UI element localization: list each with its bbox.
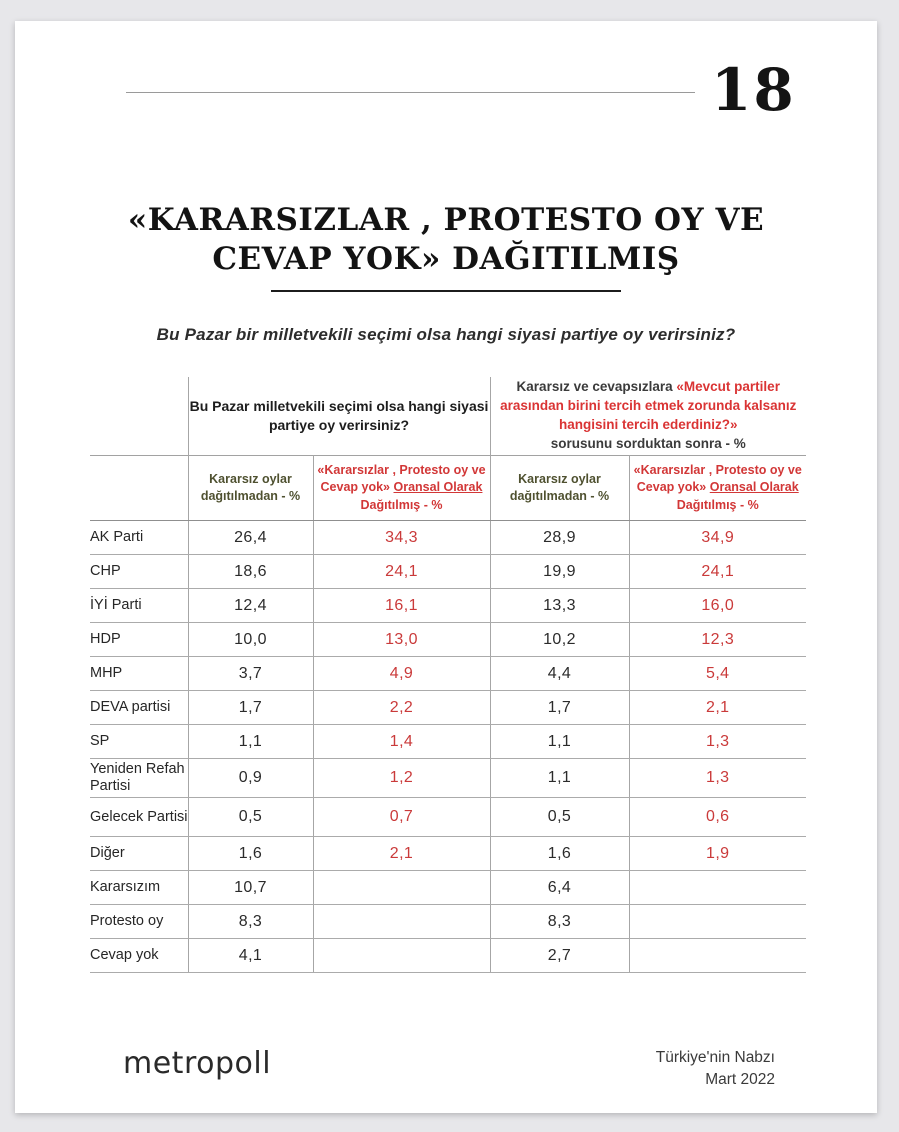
- party-name-cell: CHP: [90, 555, 188, 589]
- column-header-row: [90, 456, 806, 521]
- value-cell: 19,9: [490, 555, 629, 589]
- value-cell-red: 1,3: [629, 759, 806, 798]
- metropoll-logo: metropoll: [123, 1046, 272, 1081]
- party-name-cell: Gelecek Partisi: [90, 798, 188, 837]
- value-cell-red: 1,9: [629, 837, 806, 871]
- group-header-right-suffix: sorusunu sorduktan sonra - %: [550, 435, 746, 451]
- table-row-sp: [90, 725, 806, 759]
- value-cell-red: 24,1: [313, 555, 490, 589]
- question-subtitle: Bu Pazar bir milletvekili seçimi olsa hangi siyasi partiye oy verirsiniz?: [156, 325, 736, 344]
- value-cell: 4,1: [188, 939, 313, 973]
- party-name-cell: SP: [90, 725, 188, 759]
- page-number: 18: [711, 56, 796, 124]
- value-cell: 10,7: [188, 871, 313, 905]
- group-header-right-prefix: Kararsız ve cevapsızlara: [516, 379, 677, 395]
- party-name-cell: İYİ Parti: [90, 589, 188, 623]
- table-row-mhp: [90, 657, 806, 691]
- party-name-cell: DEVA partisi: [90, 691, 188, 725]
- col-header-undistributed-1: Kararsız oylar dağıtılmadan - %: [188, 456, 313, 521]
- value-cell-red: [313, 871, 490, 905]
- value-cell-red: 16,0: [629, 589, 806, 623]
- poll-results-table: [90, 377, 806, 973]
- value-cell: 0,5: [490, 798, 629, 837]
- value-cell: 1,1: [490, 759, 629, 798]
- value-cell: 1,1: [490, 725, 629, 759]
- slide-title-line2: CEVAP YOK» DAĞITILMIŞ: [212, 240, 680, 277]
- slide-title-line1: «KARARSIZLAR , PROTESTO OY VE: [127, 202, 765, 238]
- table-row-protesto-oy: [90, 905, 806, 939]
- table-row-cevap-yok: [90, 939, 806, 973]
- value-cell-red: 12,3: [629, 623, 806, 657]
- value-cell: 1,1: [188, 725, 313, 759]
- value-cell: 8,3: [188, 905, 313, 939]
- party-name-cell: Protesto oy: [90, 905, 188, 939]
- col-header-distributed-2-underlined: Oransal Olarak: [709, 480, 799, 495]
- col-header-distributed-1-underlined: Oransal Olarak: [393, 480, 483, 495]
- value-cell-red: [313, 939, 490, 973]
- party-column-header: [90, 456, 188, 521]
- col-header-distributed-2-tail: Dağıtılmış - %: [676, 497, 759, 512]
- value-cell: 0,9: [188, 759, 313, 798]
- party-name-cell: Kararsızım: [90, 871, 188, 905]
- value-cell-red: 2,2: [313, 691, 490, 725]
- table-row-deva: [90, 691, 806, 725]
- value-cell-red: 16,1: [313, 589, 490, 623]
- party-name-cell: HDP: [90, 623, 188, 657]
- value-cell-red: 0,6: [629, 798, 806, 837]
- value-cell-red: 13,0: [313, 623, 490, 657]
- value-cell-red: [313, 905, 490, 939]
- value-cell-red: 2,1: [313, 837, 490, 871]
- col-header-distributed-2: [629, 456, 806, 521]
- source-date: Mart 2022: [705, 1071, 775, 1089]
- party-name-cell: Diğer: [90, 837, 188, 871]
- group-header-right: [490, 377, 806, 456]
- value-cell-red: 4,9: [313, 657, 490, 691]
- value-cell-red: 5,4: [629, 657, 806, 691]
- table-row-diger: [90, 837, 806, 871]
- group-header-row: [90, 377, 806, 456]
- value-cell: 3,7: [188, 657, 313, 691]
- table-row-yeniden-refah: [90, 759, 806, 798]
- col-header-distributed-1-tail: Dağıtılmış - %: [360, 497, 443, 512]
- col-header-distributed-1: [313, 456, 490, 521]
- value-cell-red: 2,1: [629, 691, 806, 725]
- value-cell-red: 24,1: [629, 555, 806, 589]
- group-header-right-question: «Mevcut partiler arasından birini tercih etmek zorunda kalsanız hangisini tercih ederdiniz?»: [500, 379, 797, 432]
- table-row-gelecek: [90, 798, 806, 837]
- value-cell-red: 0,7: [313, 798, 490, 837]
- col-header-distributed-1-text: «Kararsızlar , Protesto oy ve Cevap yok»: [317, 462, 486, 495]
- title-underline: [271, 290, 621, 292]
- value-cell: 0,5: [188, 798, 313, 837]
- party-name-cell: Cevap yok: [90, 939, 188, 973]
- value-cell-red: 34,3: [313, 521, 490, 555]
- value-cell-red: 1,3: [629, 725, 806, 759]
- value-cell-red: [629, 939, 806, 973]
- col-header-distributed-2-text: «Kararsızlar , Protesto oy ve Cevap yok»: [633, 462, 802, 495]
- value-cell: 1,6: [188, 837, 313, 871]
- value-cell: 2,7: [490, 939, 629, 973]
- value-cell-red: 34,9: [629, 521, 806, 555]
- group-header-left: Bu Pazar milletvekili seçimi olsa hangi siyasi partiye oy verirsiniz?: [188, 377, 490, 456]
- slide-page: [15, 21, 877, 1113]
- value-cell: 8,3: [490, 905, 629, 939]
- slide-title: [55, 201, 837, 279]
- value-cell: 6,4: [490, 871, 629, 905]
- value-cell-red: 1,2: [313, 759, 490, 798]
- value-cell: 4,4: [490, 657, 629, 691]
- value-cell: 12,4: [188, 589, 313, 623]
- value-cell: 1,7: [188, 691, 313, 725]
- table-row-chp: [90, 555, 806, 589]
- table-row-hdp: [90, 623, 806, 657]
- table-row-iyi-parti: [90, 589, 806, 623]
- source-title: Türkiye'nin Nabzı: [655, 1049, 775, 1066]
- party-name-cell: AK Parti: [90, 521, 188, 555]
- corner-cell: [90, 377, 188, 456]
- party-name-cell: Yeniden Refah Partisi: [90, 759, 188, 798]
- value-cell: 26,4: [188, 521, 313, 555]
- value-cell: 1,7: [490, 691, 629, 725]
- table-row-ak-parti: [90, 521, 806, 555]
- value-cell-red: [629, 905, 806, 939]
- value-cell: 1,6: [490, 837, 629, 871]
- value-cell-red: [629, 871, 806, 905]
- value-cell: 10,2: [490, 623, 629, 657]
- col-header-undistributed-2: Kararsız oylar dağıtılmadan - %: [490, 456, 629, 521]
- party-name-cell: MHP: [90, 657, 188, 691]
- header-rule: [126, 92, 695, 93]
- value-cell: 10,0: [188, 623, 313, 657]
- value-cell: 13,3: [490, 589, 629, 623]
- source-attribution: [656, 1047, 775, 1092]
- value-cell: 18,6: [188, 555, 313, 589]
- table-row-kararsizim: [90, 871, 806, 905]
- value-cell: 28,9: [490, 521, 629, 555]
- value-cell-red: 1,4: [313, 725, 490, 759]
